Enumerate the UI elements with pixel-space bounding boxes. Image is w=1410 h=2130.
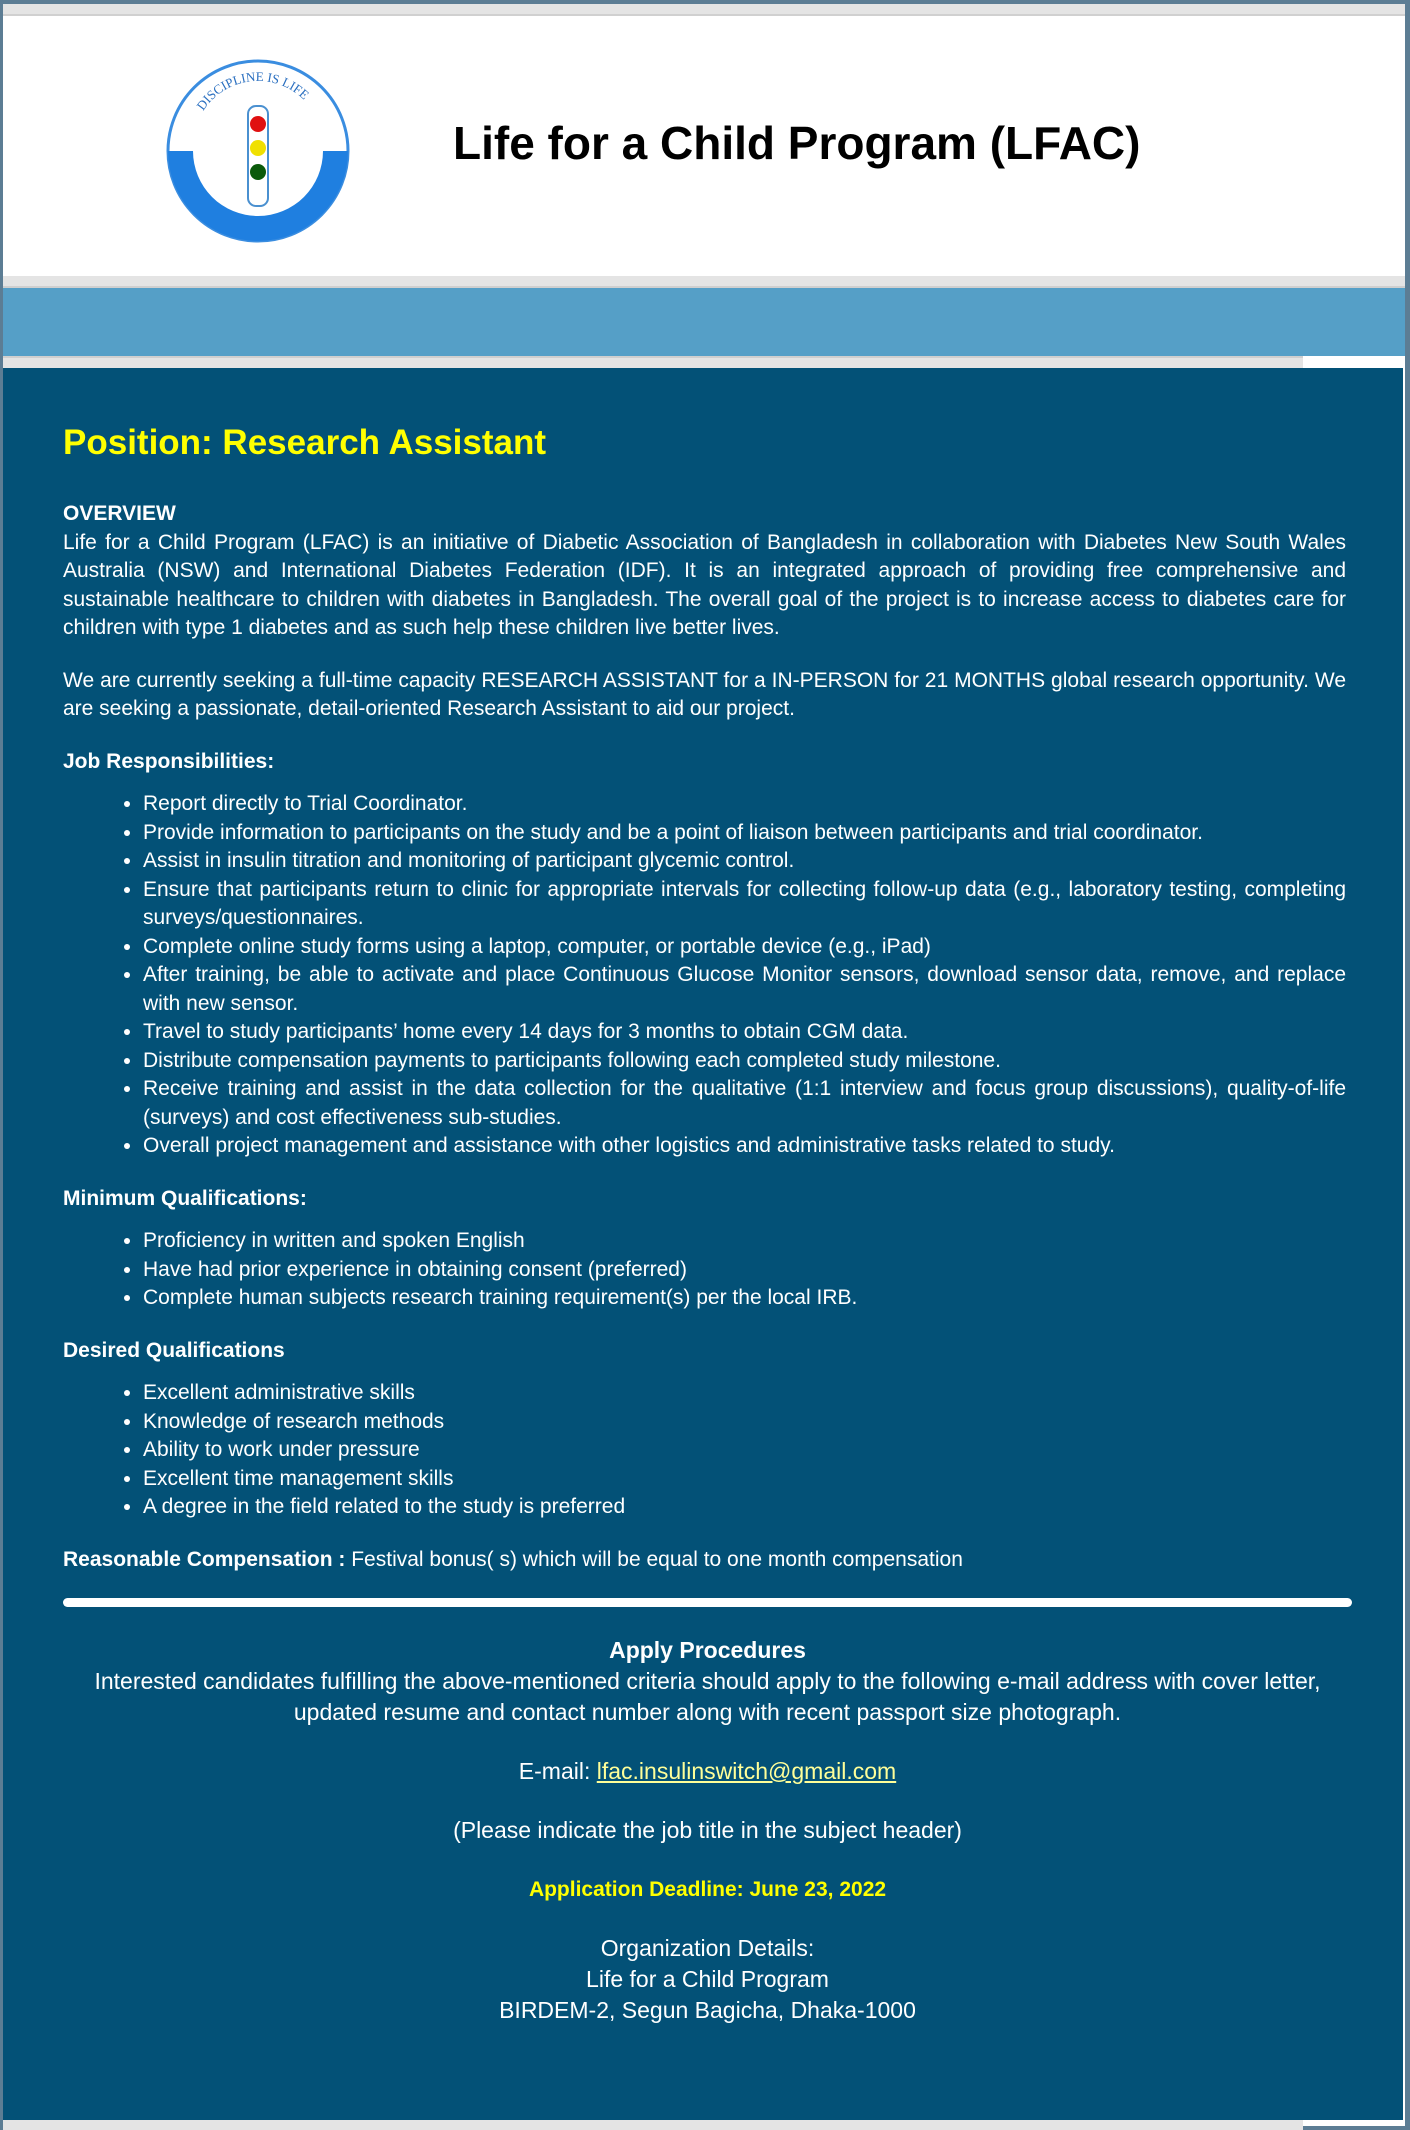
subject-note: (Please indicate the job title in the subject header) [453,1817,962,1843]
section-divider [63,1598,1352,1607]
overview-paragraph: Life for a Child Program (LFAC) is an initiative of Diabetic Association of Bangladesh in collaboration with Diabetes New South Wales Australia (NSW) and International Diabetes Federation (IDF). It is an integrated approach of providing free comprehensive and sustainable healthcare to children with diabetes in Bangladesh. The overall goal of the project is to increase access to diabetes care for children with type 1 diabetes and as such help these children live better lives. [63,530,1346,639]
list-item: • A degree in the field related to the study is preferred [143,1493,1346,1522]
accent-band [3,288,1405,356]
application-deadline: Application Deadline: June 23, 2022 [528,1878,887,1901]
list-item: • Excellent administrative skills [143,1379,1346,1408]
list-item: • Proficiency in written and spoken English [143,1227,1346,1256]
position-title: Position: Research Assistant [63,423,547,462]
list-item: • Assist in insulin titration and monitoring of participant glycemic control. [143,847,1346,876]
top-band [3,4,1405,16]
list-item: • Ability to work under pressure [143,1436,1346,1465]
apply-heading: Apply Procedures [609,1637,806,1663]
page-frame [3,4,1405,2126]
desired-qualifications-list [63,1379,1346,1522]
overview-heading: OVERVIEW [63,502,176,525]
list-item: • Receive training and assist in the data collection for the qualitative (1:1 interview and focus group discussions), quality-of-life (surveys) and cost effectiveness sub-studies. [143,1075,1346,1132]
email-line [63,1756,1352,1787]
minimum-qualifications-heading: Minimum Qualifications: [63,1186,307,1210]
email-label: E-mail: [518,1758,597,1784]
apply-section [63,1635,1352,2026]
organization-name: Life for a Child Program [586,1966,829,1992]
organization-heading: Organization Details: [600,1935,815,1961]
program-title: Life for a Child Program (LFAC) [453,117,1141,169]
svg-text:DISCIPLINE IS LIFE: DISCIPLINE IS LIFE [193,68,313,113]
list-item: • Provide information to participants on the study and be a point of liaison between participants and trial coordinator. [143,819,1346,848]
responsibilities-list [63,790,1346,1161]
list-item: • Knowledge of research methods [143,1408,1346,1437]
list-item: • Distribute compensation payments to participants following each completed study milestone. [143,1047,1346,1076]
list-item: • Have had prior experience in obtaining consent (preferred) [143,1256,1346,1285]
list-item: • Overall project management and assistance with other logistics and administrative tasks related to study. [143,1132,1346,1161]
compensation-value: Festival bonus( s) which will be equal to one month compensation [345,1547,963,1571]
list-item: • Ensure that participants return to clinic for appropriate intervals for collecting follow-up data (e.g., laboratory testing, completing surveys/questionnaires. [143,876,1346,933]
list-item: • Travel to study participants’ home every 14 days for 3 months to obtain CGM data. [143,1018,1346,1047]
list-item: • After training, be able to activate and place Continuous Glucose Monitor sensors, download sensor data, remove, and replace with new sensor. [143,961,1346,1018]
email-link[interactable]: lfac.insulinswitch@gmail.com [596,1758,897,1784]
minimum-qualifications-list [63,1227,1346,1313]
apply-text: Interested candidates fulfilling the above-mentioned criteria should apply to the following e-mail address with cover letter, updated resume and contact number along with recent passport size photograph. [94,1668,1321,1725]
diabetic-association-logo [163,56,353,246]
list-item: • Complete online study forms using a laptop, computer, or portable device (e.g., iPad) [143,933,1346,962]
divider-band [3,356,1303,368]
compensation-label: Reasonable Compensation : [63,1547,346,1571]
job-posting-body [3,368,1403,2120]
responsibilities-heading: Job Responsibilities: [63,749,275,773]
bottom-band [3,2120,1303,2130]
divider-band [3,276,1405,288]
list-item: • Complete human subjects research training requirement(s) per the local IRB. [143,1284,1346,1313]
desired-qualifications-heading: Desired Qualifications [63,1338,285,1362]
list-item: • Report directly to Trial Coordinator. [143,790,1346,819]
seeking-paragraph: We are currently seeking a full-time capacity RESEARCH ASSISTANT for a IN-PERSON for 21 MONTHS global research opportunity. We are seeking a passionate, detail-oriented Research Assistant to aid our project. [63,668,1346,720]
compensation [63,1546,1346,1575]
header [3,16,1405,276]
organization-address: BIRDEM-2, Segun Bagicha, Dhaka-1000 [499,1997,916,2023]
list-item: • Excellent time management skills [143,1465,1346,1494]
